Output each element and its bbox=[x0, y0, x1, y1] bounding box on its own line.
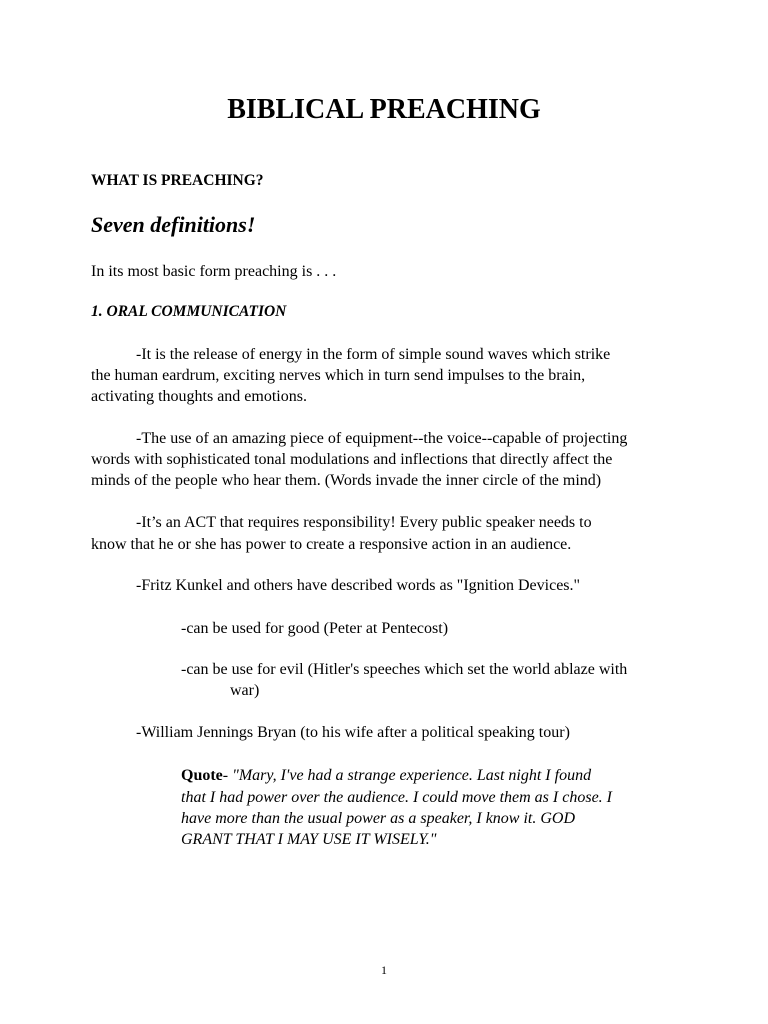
paragraph-line: minds of the people who hear them. (Words invade the inner circle of the mind) bbox=[91, 472, 602, 489]
quote-line bbox=[181, 765, 591, 786]
paragraph-line: know that he or she has power to create a responsive action in an audience. bbox=[91, 536, 572, 553]
quote-label: Quote bbox=[181, 767, 223, 784]
subheading: Seven definitions! bbox=[91, 212, 256, 237]
quote-text: "Mary, I've had a strange experience. Last night I found bbox=[232, 767, 592, 784]
quote-line: have more than the usual power as a speaker, I know it. GOD bbox=[181, 810, 576, 827]
paragraph-line: -It’s an ACT that requires responsibility! Every public speaker needs to bbox=[136, 514, 592, 531]
paragraph-line: the human eardrum, exciting nerves which in turn send impulses to the brain, bbox=[91, 367, 586, 384]
quote-line: GRANT THAT I MAY USE IT WISELY." bbox=[181, 831, 437, 848]
sub-point-line: war) bbox=[230, 682, 260, 699]
paragraph-line: words with sophisticated tonal modulations and inflections that directly affect the bbox=[91, 451, 613, 468]
sub-point-line: -can be used for good (Peter at Pentecost) bbox=[181, 620, 449, 637]
page-number: 1 bbox=[381, 963, 387, 977]
paragraph-line: -The use of an amazing piece of equipment--the voice--capable of projecting bbox=[136, 430, 628, 447]
paragraph-line: -Fritz Kunkel and others have described words as "Ignition Devices." bbox=[136, 577, 581, 594]
quote-dash: - bbox=[222, 767, 233, 784]
paragraph-line: -It is the release of energy in the form of simple sound waves which strike bbox=[136, 346, 611, 363]
sub-point-line: -can be use for evil (Hitler's speeches which set the world ablaze with bbox=[181, 661, 628, 678]
paragraph-line: activating thoughts and emotions. bbox=[91, 388, 307, 405]
document-title: BIBLICAL PREACHING bbox=[227, 94, 541, 125]
paragraph-line: -William Jennings Bryan (to his wife after a political speaking tour) bbox=[136, 724, 570, 741]
point-heading: 1. ORAL COMMUNICATION bbox=[91, 303, 287, 320]
intro-text: In its most basic form preaching is . . . bbox=[91, 263, 337, 280]
quote-line: that I had power over the audience. I could move them as I chose. I bbox=[181, 789, 612, 806]
section-heading: WHAT IS PREACHING? bbox=[91, 172, 264, 189]
